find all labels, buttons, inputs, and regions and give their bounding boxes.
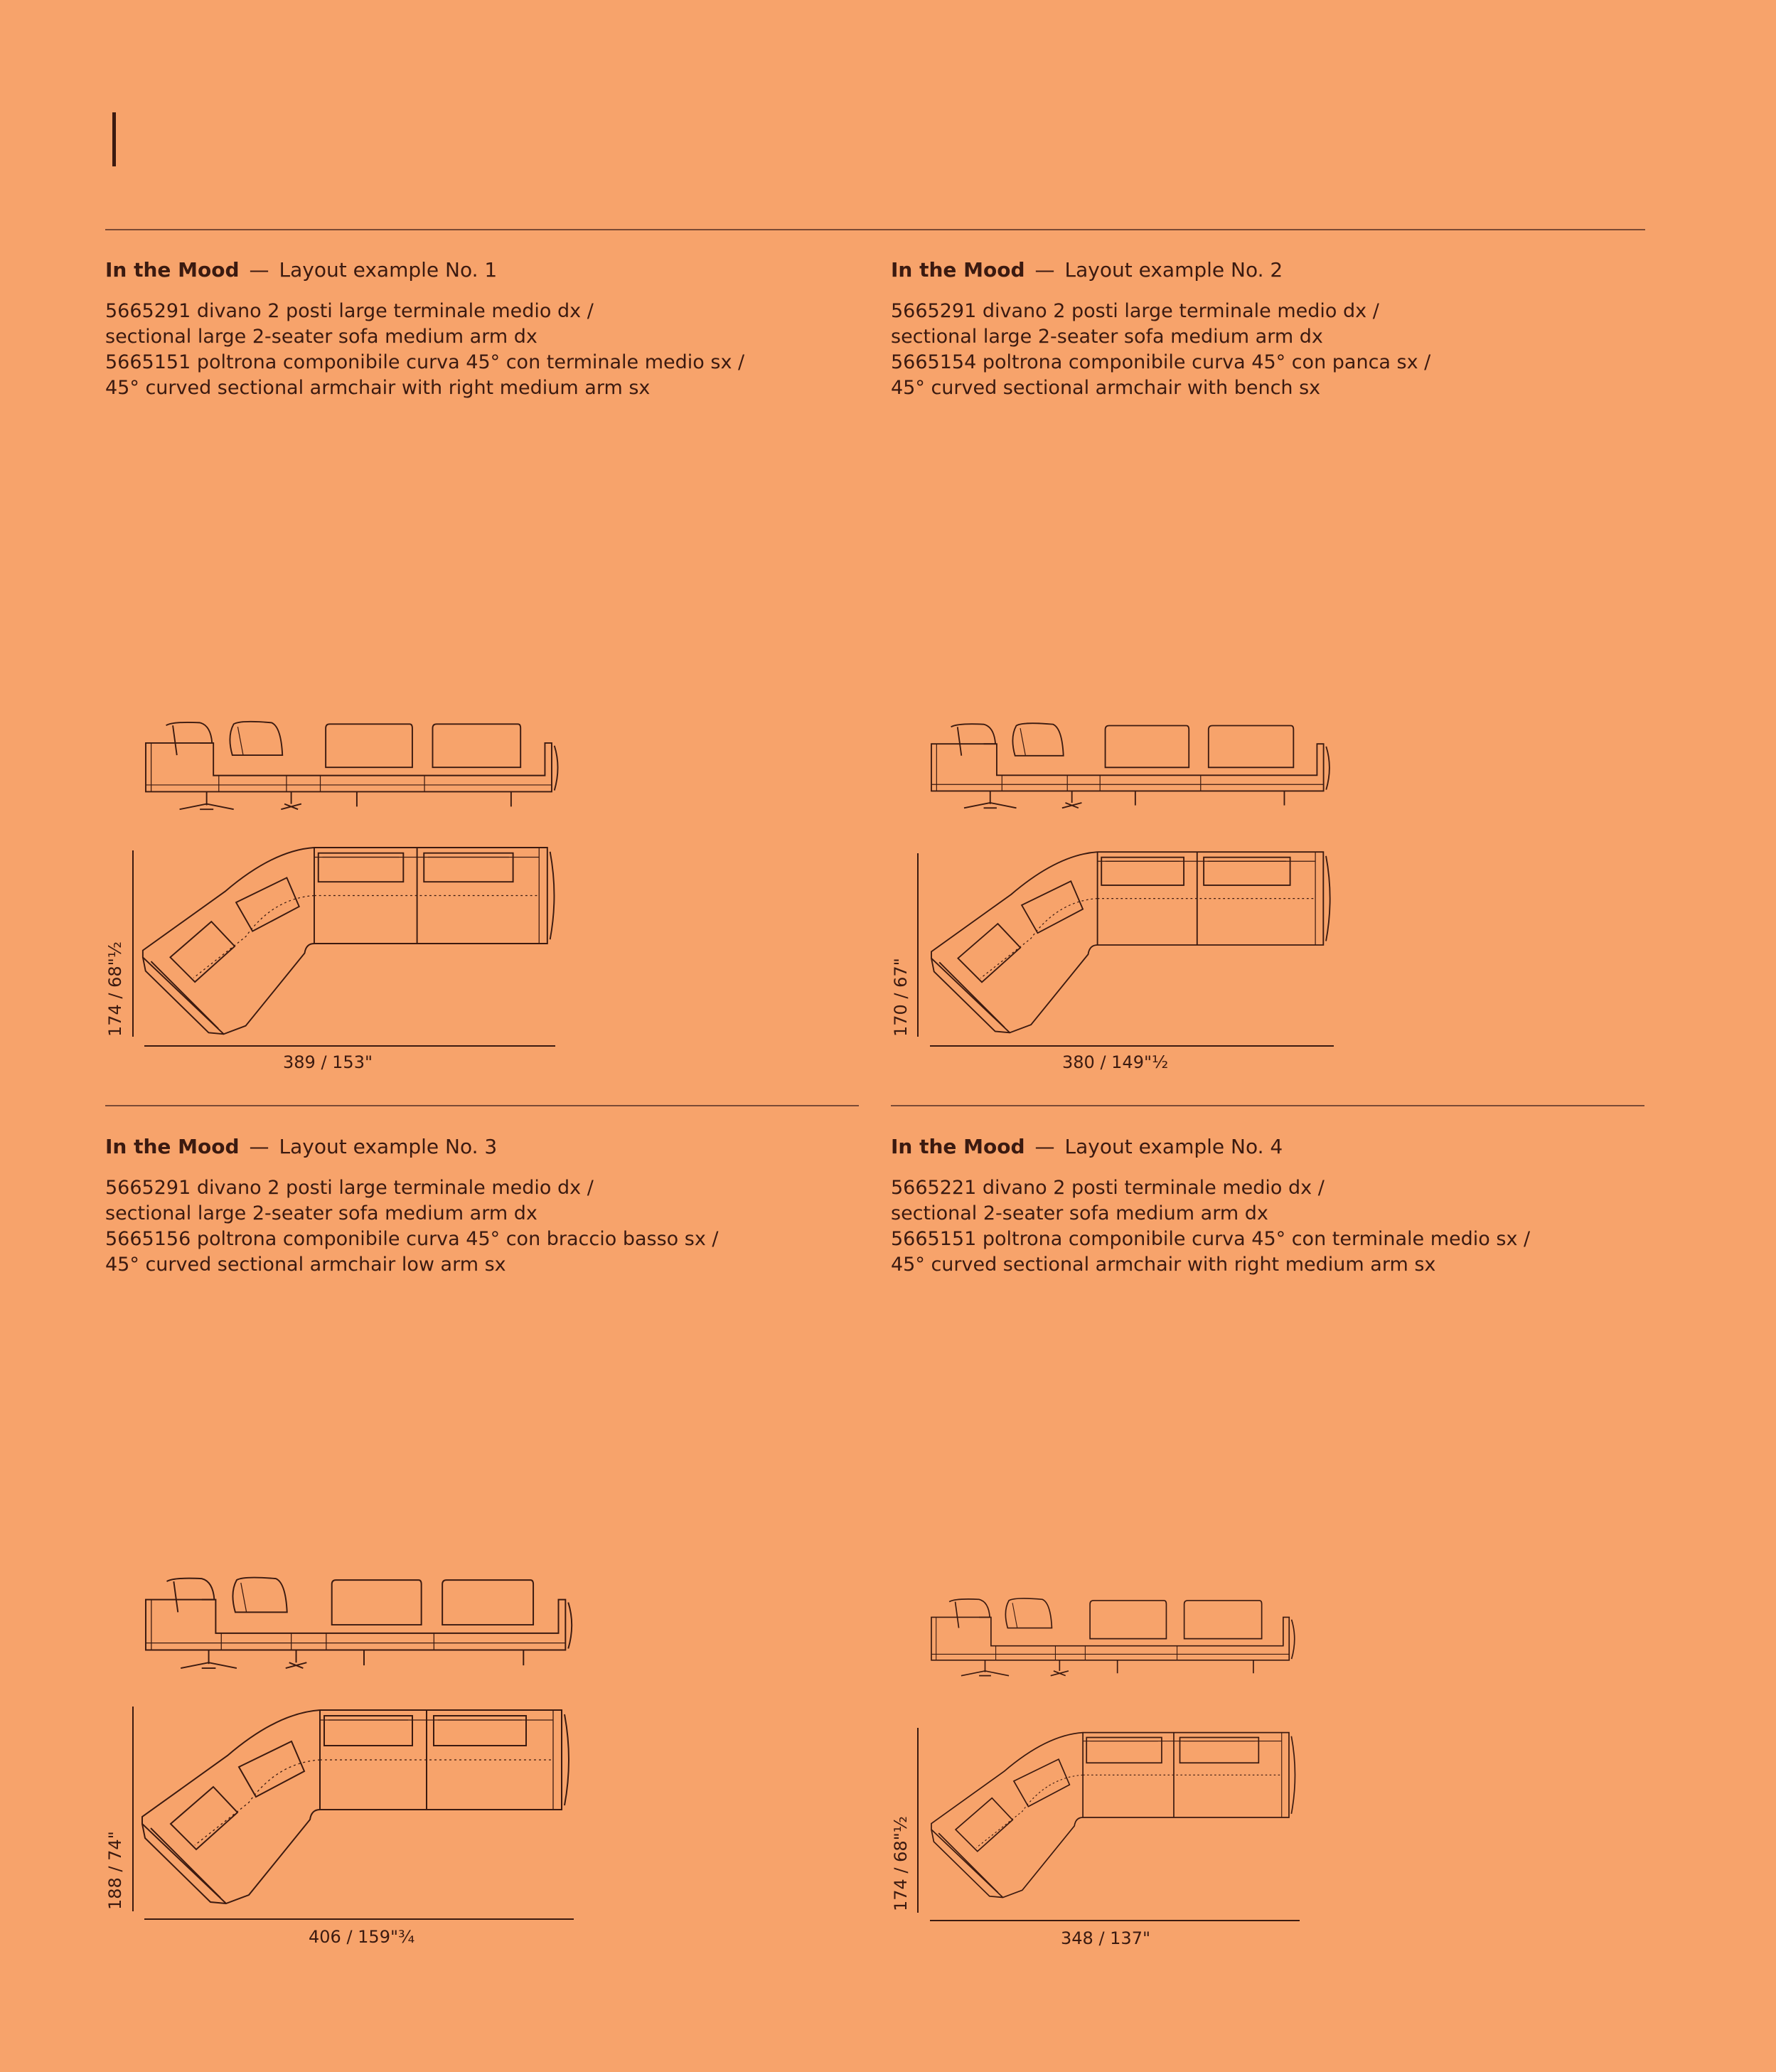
desc-line: 45° curved sectional armchair low arm sx <box>105 1254 506 1276</box>
layout-1-depth-line <box>132 850 134 1037</box>
layout-1-width-line <box>144 1045 555 1047</box>
layout-2-elevation-drawing <box>931 717 1337 823</box>
layout-brand: In the Mood <box>105 1135 240 1158</box>
middle-divider-right <box>891 1105 1644 1106</box>
top-divider <box>105 229 1645 230</box>
layout-4-elevation-drawing <box>931 1591 1301 1691</box>
layout-2-description <box>891 299 1644 401</box>
desc-line: 45° curved sectional armchair with right medium arm sx <box>891 1254 1436 1276</box>
desc-line: 5665151 poltrona componibile curva 45° con terminale medio sx / <box>891 1228 1531 1250</box>
layout-3-width-line <box>144 1918 574 1920</box>
layout-4-width-label: 348 / 137" <box>1061 1928 1150 1948</box>
desc-line: 5665154 poltrona componibile curva 45° con panca sx / <box>891 351 1431 373</box>
layout-1-heading: In the Mood — Layout example No. 1 <box>105 258 498 282</box>
layout-3-text <box>105 1133 859 1278</box>
desc-line: sectional large 2-seater sofa medium arm dx <box>105 1202 537 1224</box>
desc-line: sectional large 2-seater sofa medium arm dx <box>891 326 1323 348</box>
layout-3-depth-line <box>132 1707 134 1911</box>
layout-brand: In the Mood <box>891 258 1025 282</box>
layout-3-elevation-drawing <box>146 1574 579 1681</box>
layout-1-width-label: 389 / 153" <box>283 1052 373 1072</box>
desc-line: 5665156 poltrona componibile curva 45° con braccio basso sx / <box>105 1228 719 1250</box>
layout-title: Layout example No. 1 <box>279 258 498 282</box>
layout-4-depth-line <box>917 1728 919 1913</box>
desc-line: sectional 2-seater sofa medium arm dx <box>891 1202 1268 1224</box>
layout-3-width-label: 406 / 159"¾ <box>309 1927 415 1947</box>
desc-line: 5665221 divano 2 posti terminale medio dx / <box>891 1177 1325 1199</box>
layout-brand: In the Mood <box>105 258 240 282</box>
layout-4-plan-drawing <box>931 1724 1301 1911</box>
middle-divider-left <box>105 1105 859 1106</box>
layout-3-heading: In the Mood — Layout example No. 3 <box>105 1135 498 1158</box>
layout-1-plan-drawing <box>142 848 562 1040</box>
layout-3-description <box>105 1175 859 1278</box>
desc-line: 45° curved sectional armchair with bench sx <box>891 377 1321 399</box>
layout-4-depth-label: 174 / 68"½ <box>891 1816 911 1911</box>
desc-line: 5665291 divano 2 posti large terminale medio dx / <box>891 300 1379 322</box>
section-marker <box>112 112 116 166</box>
layout-title: Layout example No. 3 <box>279 1135 498 1158</box>
layout-1-description <box>105 299 859 401</box>
layout-3-depth-label: 188 / 74" <box>105 1831 125 1910</box>
layout-title: Layout example No. 2 <box>1064 258 1283 282</box>
layout-2-depth-line <box>917 853 919 1037</box>
layout-2-width-label: 380 / 149"½ <box>1062 1052 1169 1072</box>
layout-2-plan-drawing <box>931 852 1337 1038</box>
section-letter <box>0 0 1 1</box>
layout-4-width-line <box>930 1920 1300 1921</box>
layout-4-description <box>891 1175 1644 1278</box>
layout-2-width-line <box>930 1045 1334 1047</box>
layout-2-depth-label: 170 / 67" <box>891 958 911 1037</box>
layout-title: Layout example No. 4 <box>1064 1135 1283 1158</box>
desc-line: sectional large 2-seater sofa medium arm dx <box>105 326 537 348</box>
layout-brand: In the Mood <box>891 1135 1025 1158</box>
desc-line: 5665291 divano 2 posti large terminale medio dx / <box>105 300 594 322</box>
layout-1-elevation-drawing <box>146 717 565 823</box>
desc-line: 45° curved sectional armchair with right medium arm sx <box>105 377 651 399</box>
desc-line: 5665151 poltrona componibile curva 45° con terminale medio sx / <box>105 351 745 373</box>
layout-4-heading: In the Mood — Layout example No. 4 <box>891 1135 1283 1158</box>
layout-4-text <box>891 1133 1644 1278</box>
layout-2-heading: In the Mood — Layout example No. 2 <box>891 258 1283 282</box>
layout-2-text <box>891 256 1644 401</box>
layout-1-depth-label: 174 / 68"½ <box>105 941 125 1037</box>
layout-3-plan-drawing <box>142 1707 576 1913</box>
desc-line: 5665291 divano 2 posti large terminale medio dx / <box>105 1177 594 1199</box>
layout-1-text <box>105 256 859 401</box>
